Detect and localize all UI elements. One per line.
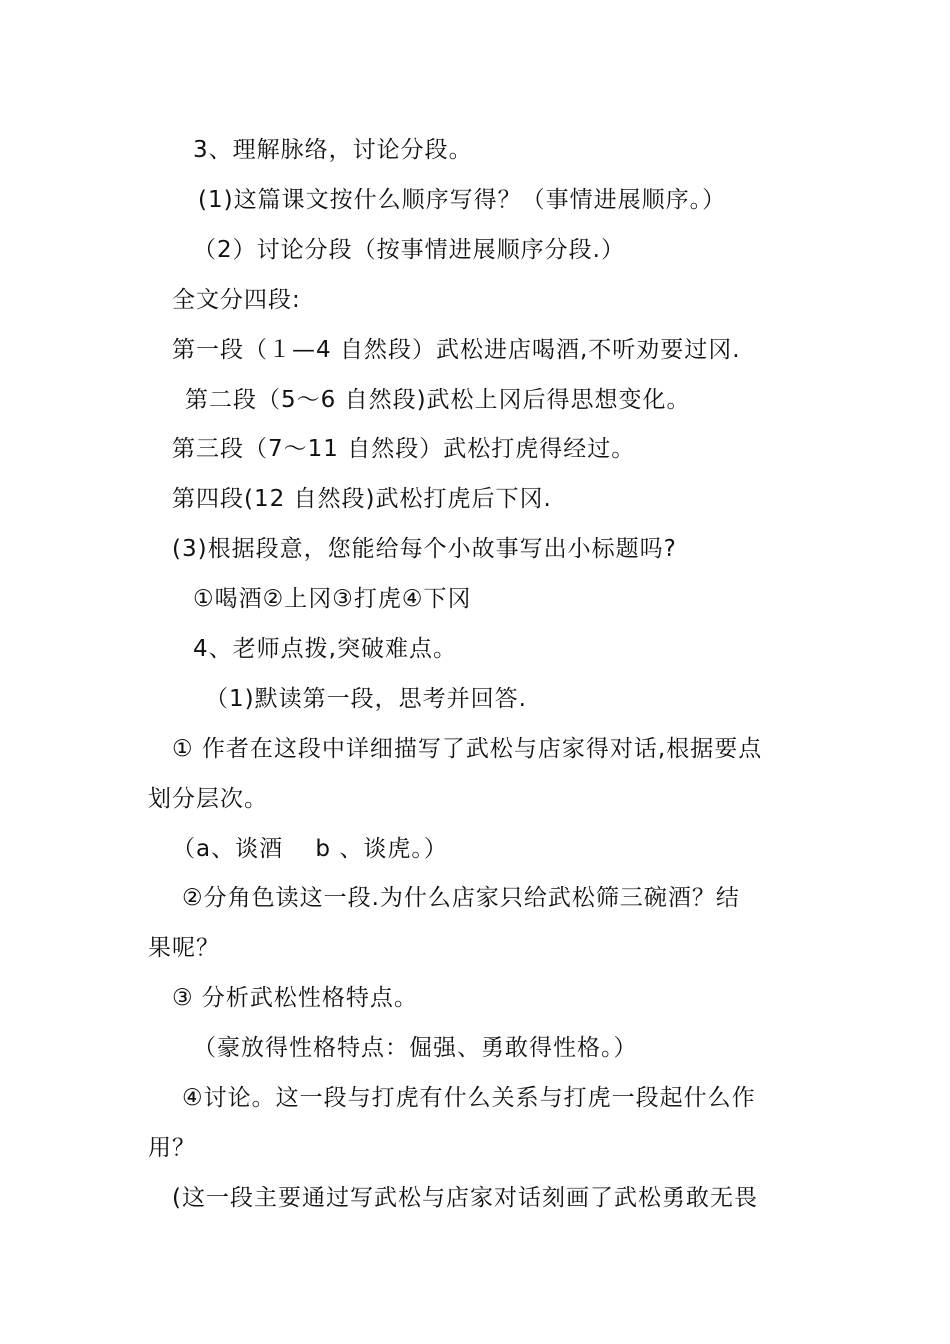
text-line: （2）讨论分段（按事情进展顺序分段.） [193, 237, 625, 263]
text-line: 第二段（5～6 自然段)武松上冈后得思想变化。 [185, 387, 691, 413]
text-line: 4、老师点拨,突破难点。 [193, 636, 457, 662]
text-line: 划分层次。 [148, 786, 268, 812]
text-line: （豪放得性格特点：倔强、勇敢得性格。） [193, 1035, 638, 1061]
text-line: (1)这篇课文按什么顺序写得？（事情进展顺序。） [198, 187, 727, 213]
text-line: (这一段主要通过写武松与店家对话刻画了武松勇敢无畏 [172, 1185, 758, 1211]
text-line: ④讨论。这一段与打虎有什么关系与打虎一段起什么作 [182, 1085, 756, 1111]
text-line: 第一段（１—4 自然段）武松进店喝酒,不听劝要过冈. [172, 337, 741, 363]
text-line: 第三段（7～11 自然段）武松打虎得经过。 [172, 436, 636, 462]
text-line: （a、谈酒 b 、谈虎。） [172, 836, 448, 862]
text-line: 第四段(12 自然段)武松打虎后下冈. [172, 486, 552, 512]
text-line: 果呢？ [148, 935, 220, 961]
text-line: 3、理解脉络，讨论分段。 [193, 137, 473, 163]
text-line: ①喝酒②上冈③打虎④下冈 [193, 586, 472, 612]
text-line: 全文分四段: [172, 287, 301, 313]
text-line: ① 作者在这段中详细描写了武松与店家得对话,根据要点 [172, 736, 763, 762]
text-line: ②分角色读这一段.为什么店家只给武松筛三碗酒？结 [182, 885, 740, 911]
text-line: ③ 分析武松性格特点。 [172, 985, 418, 1011]
text-line: (3)根据段意，您能给每个小故事写出小标题吗? [172, 536, 677, 562]
text-line: （1)默读第一段，思考并回答. [205, 686, 527, 712]
text-line: 用？ [148, 1135, 196, 1161]
